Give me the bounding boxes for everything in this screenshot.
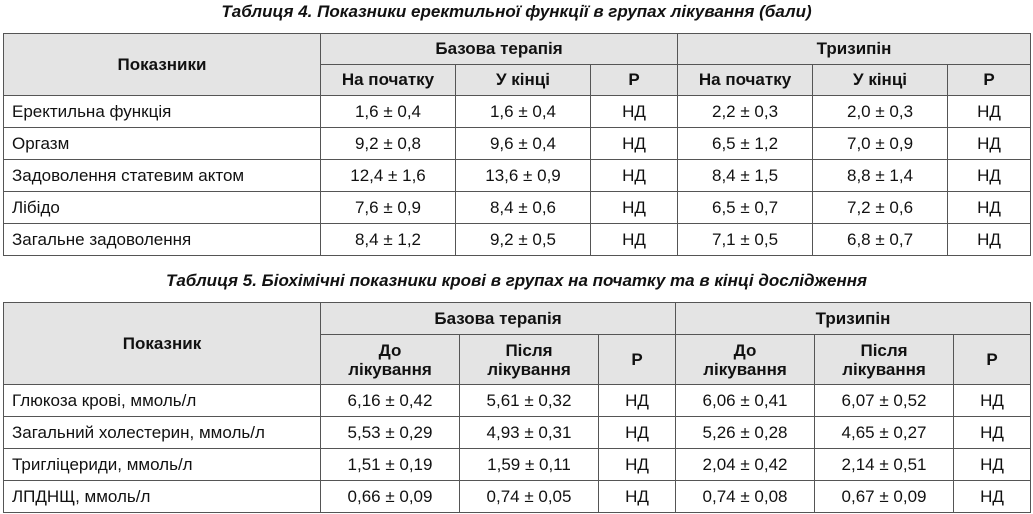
table-cell: НД (954, 449, 1031, 481)
table-cell: 5,53 ± 0,29 (321, 417, 460, 449)
row-label: Глюкоза крові, ммоль/л (4, 385, 321, 417)
table4-subcol: На початку (321, 65, 456, 96)
table5-subcol (815, 335, 954, 385)
table-cell: НД (591, 192, 678, 224)
table-cell: НД (599, 417, 676, 449)
table5-subcol-line: P (631, 350, 643, 369)
table-cell: 6,07 ± 0,52 (815, 385, 954, 417)
table4-subcol: P (948, 65, 1031, 96)
table-cell: 1,6 ± 0,4 (456, 96, 591, 128)
table-cell: 13,6 ± 0,9 (456, 160, 591, 192)
table-cell: 8,4 ± 1,2 (321, 224, 456, 256)
table4-group-basic: Базова терапія (321, 34, 678, 65)
table5-group-basic: Базова терапія (321, 303, 676, 335)
table5-subcol-line: лікування (487, 359, 571, 379)
table-cell: НД (599, 385, 676, 417)
table-cell: НД (599, 481, 676, 513)
table5-subcol (460, 335, 599, 385)
table-cell: 2,0 ± 0,3 (813, 96, 948, 128)
table4-group-trizipin: Тризипін (678, 34, 1031, 65)
table4 (3, 33, 1031, 256)
table-cell: 2,04 ± 0,42 (676, 449, 815, 481)
table5-subcol-line: До (378, 340, 402, 360)
table-cell: 2,2 ± 0,3 (678, 96, 813, 128)
table-cell: 9,2 ± 0,5 (456, 224, 591, 256)
row-label: Оргазм (4, 128, 321, 160)
table-cell: 6,06 ± 0,41 (676, 385, 815, 417)
table-cell: 0,66 ± 0,09 (321, 481, 460, 513)
table-cell: 0,74 ± 0,05 (460, 481, 599, 513)
table5-subcol-line: До (733, 340, 757, 360)
row-label: Загальний холестерин, ммоль/л (4, 417, 321, 449)
table-cell: 5,26 ± 0,28 (676, 417, 815, 449)
table-cell: 7,6 ± 0,9 (321, 192, 456, 224)
row-label: Тригліцериди, ммоль/л (4, 449, 321, 481)
table-row (4, 96, 1031, 128)
table5-subcol (599, 335, 676, 385)
table-cell: 6,5 ± 0,7 (678, 192, 813, 224)
table-row (4, 417, 1031, 449)
table5-group-trizipin: Тризипін (676, 303, 1031, 335)
table-cell: 9,6 ± 0,4 (456, 128, 591, 160)
table-cell: 0,67 ± 0,09 (815, 481, 954, 513)
table4-row-header: Показники (4, 34, 321, 96)
row-label: Загальне задоволення (4, 224, 321, 256)
table-cell: НД (948, 192, 1031, 224)
table-cell: НД (954, 481, 1031, 513)
table5 (3, 302, 1031, 513)
table-cell: 1,59 ± 0,11 (460, 449, 599, 481)
table-cell: 8,8 ± 1,4 (813, 160, 948, 192)
table5-caption: Таблиця 5. Біохімічні показники крові в групах на початку та в кінці дослідження (165, 271, 868, 290)
table-cell: 5,61 ± 0,32 (460, 385, 599, 417)
table-cell: 1,6 ± 0,4 (321, 96, 456, 128)
table-cell: 8,4 ± 1,5 (678, 160, 813, 192)
table5-subcol (954, 335, 1031, 385)
table-cell: 2,14 ± 0,51 (815, 449, 954, 481)
table-cell: 7,0 ± 0,9 (813, 128, 948, 160)
table-cell: 12,4 ± 1,6 (321, 160, 456, 192)
table5-subcol (676, 335, 815, 385)
table-cell: 7,1 ± 0,5 (678, 224, 813, 256)
table-cell: НД (599, 449, 676, 481)
table-cell: 1,51 ± 0,19 (321, 449, 460, 481)
table-row (4, 192, 1031, 224)
table-cell: НД (948, 96, 1031, 128)
table-cell: 4,65 ± 0,27 (815, 417, 954, 449)
table4-subcol: У кінці (456, 65, 591, 96)
table-cell: 0,74 ± 0,08 (676, 481, 815, 513)
table-cell: 6,5 ± 1,2 (678, 128, 813, 160)
row-label: Задоволення статевим актом (4, 160, 321, 192)
table-cell: НД (948, 160, 1031, 192)
table-cell: НД (948, 224, 1031, 256)
table-cell: НД (948, 128, 1031, 160)
table-cell: НД (954, 417, 1031, 449)
table-cell: НД (954, 385, 1031, 417)
table-cell: НД (591, 224, 678, 256)
table-row (4, 385, 1031, 417)
row-label: Лібідо (4, 192, 321, 224)
table-row (4, 481, 1031, 513)
table5-subcol-line: Після (860, 340, 908, 360)
table-cell: НД (591, 160, 678, 192)
table-cell: НД (591, 96, 678, 128)
table5-subcol-line: P (986, 350, 998, 369)
table-cell: НД (591, 128, 678, 160)
table5-subcol-line: лікування (842, 359, 926, 379)
table5-subcol (321, 335, 460, 385)
table5-subcol-line: лікування (703, 359, 787, 379)
table-row (4, 224, 1031, 256)
table-cell: 7,2 ± 0,6 (813, 192, 948, 224)
table5-subcol-line: Після (505, 340, 553, 360)
table-cell: 8,4 ± 0,6 (456, 192, 591, 224)
table-row (4, 449, 1031, 481)
table4-caption: Таблиця 4. Показники еректильної функції в групах лікування (бали) (221, 2, 812, 21)
table-row (4, 160, 1031, 192)
table5-subcol-line: лікування (348, 359, 432, 379)
table-cell: 6,8 ± 0,7 (813, 224, 948, 256)
table4-subcol: У кінці (813, 65, 948, 96)
row-label: ЛПДНЩ, ммоль/л (4, 481, 321, 513)
table5-row-header: Показник (4, 303, 321, 385)
table4-subcol: P (591, 65, 678, 96)
row-label: Еректильна функція (4, 96, 321, 128)
table-cell: 9,2 ± 0,8 (321, 128, 456, 160)
table4-subcol: На початку (678, 65, 813, 96)
table-row (4, 128, 1031, 160)
table-cell: 6,16 ± 0,42 (321, 385, 460, 417)
table-cell: 4,93 ± 0,31 (460, 417, 599, 449)
